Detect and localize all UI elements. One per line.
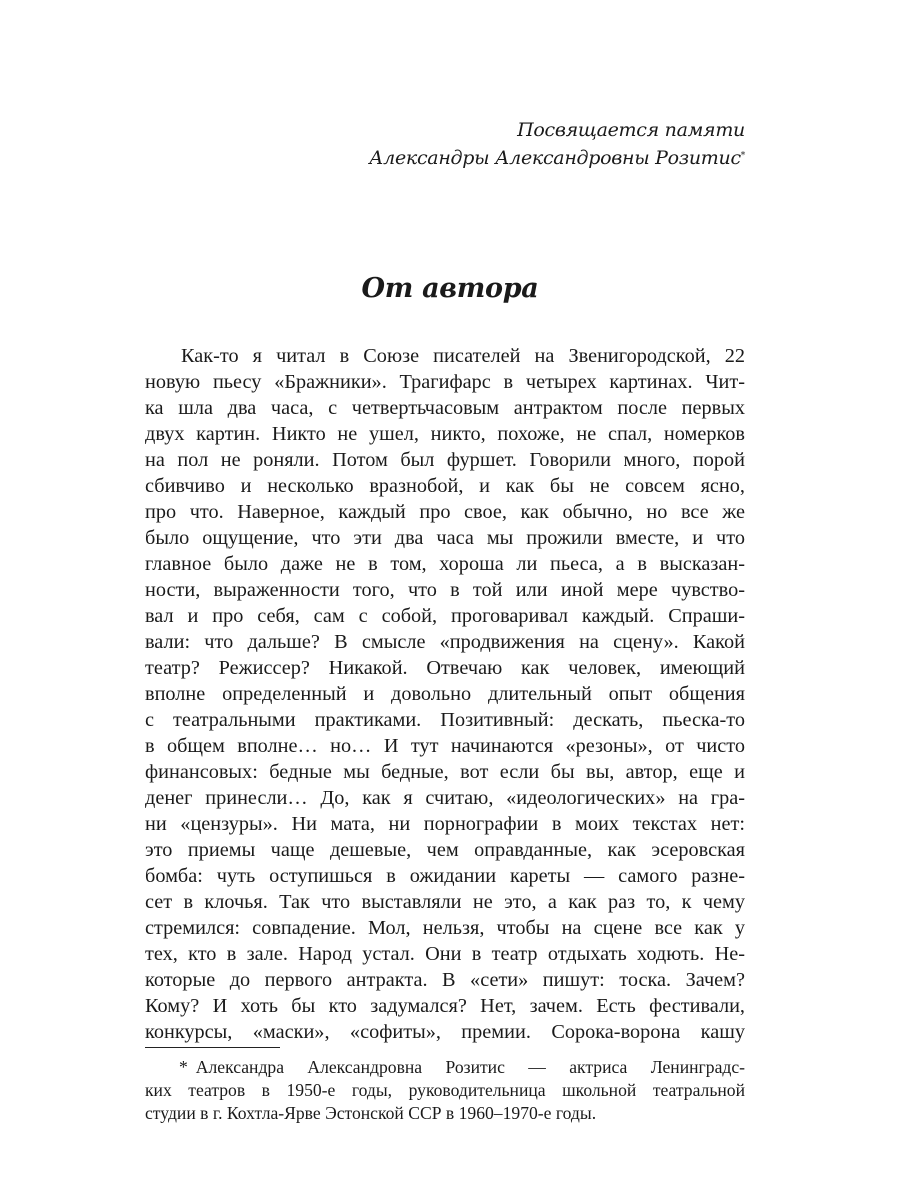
footnote [145,1056,745,1125]
text-line: Кому? И хоть бы кто задумался? Нет, зачем. Есть фестивали, [145,995,745,1017]
text-line: вали: что дальше? В смысле «продвижения на сцену». Какой [145,631,745,653]
text-line: с театральными практиками. Позитивный: дескать, пьеска-то [145,709,745,731]
text-line: было ощущение, что эти два часа мы прожили вместе, и что [145,527,745,549]
text-line: про что. Наверное, каждый про свое, как обычно, но все же [145,501,745,523]
text-line: вал и про себя, сам с собой, проговаривал каждый. Спраши- [145,605,745,627]
text-line: ности, выраженности того, что в той или иной мере чувство- [145,579,745,601]
text-line: сбивчиво и несколько вразнобой, и как бы не совсем ясно, [145,475,745,497]
text-line: стремился: совпадение. Мол, нельзя, чтобы на сцене все как у [145,917,745,939]
dedication-line-2 [369,144,745,172]
text-line: ни «цензуры». Ни мата, ни порнографии в моих текстах нет: [145,813,745,835]
text-line: ка шла два часа, с четвертьчасовым антрактом после первых [145,397,745,419]
footnote-reference: * [740,151,745,161]
footnote-marker: * [179,1057,188,1077]
text-line: театр? Режиссер? Никакой. Отвечаю как человек, имеющий [145,657,745,679]
footnote-text: Александра Александровна Розитис — актриса Ленинградс- [195,1057,745,1077]
text-line: главное было даже не в том, хороша ли пьеса, а в высказан- [145,553,745,575]
dedication-name: Александры Александровны Розитис [369,147,741,169]
dedication [369,116,745,172]
footnote-line: ких театров в 1950-е годы, руководительница школьной театральной [145,1080,745,1100]
text-line: тех, кто в зале. Народ устал. Они в театр отдыхать ходють. Не- [145,943,745,965]
text-line: конкурсы, «маски», «софиты», премии. Сорока-ворона кашу [145,1021,745,1043]
text-line: двух картин. Никто не ушел, никто, похоже, не спал, номерков [145,423,745,445]
text-line: на пол не роняли. Потом был фуршет. Говорили много, порой [145,449,745,471]
text-line: бомба: чуть оступишься в ожидании кареты — самого разне- [145,865,745,887]
dedication-line-1: Посвящается памяти [517,119,745,141]
chapter-title: От автора [361,273,539,304]
text-line: финансовых: бедные мы бедные, вот если бы вы, автор, еще и [145,761,745,783]
footnote-line [145,1056,745,1079]
text-line: денег принесли… До, как я считаю, «идеологических» на гра- [145,787,745,809]
text-line: Как-то я читал в Союзе писателей на Звенигородской, 22 [181,345,745,367]
text-line: которые до первого антракта. В «сети» пишут: тоска. Зачем? [145,969,745,991]
footnote-line: студии в г. Кохтла-Ярве Эстонской ССР в 1960–1970-е годы. [145,1103,597,1123]
text-line: это приемы чаще дешевые, чем оправданные, как эсеровская [145,839,745,861]
text-line: в общем вполне… но… И тут начинаются «резоны», от чисто [145,735,745,757]
text-line: вполне определенный и довольно длительный опыт общения [145,683,745,705]
text-line: новую пьесу «Бражники». Трагифарс в четырех картинах. Чит- [145,371,745,393]
body-text [145,343,745,1045]
footnote-divider [145,1047,280,1048]
text-line: сет в клочья. Так что выставляли не это, а как раз то, к чему [145,891,745,913]
